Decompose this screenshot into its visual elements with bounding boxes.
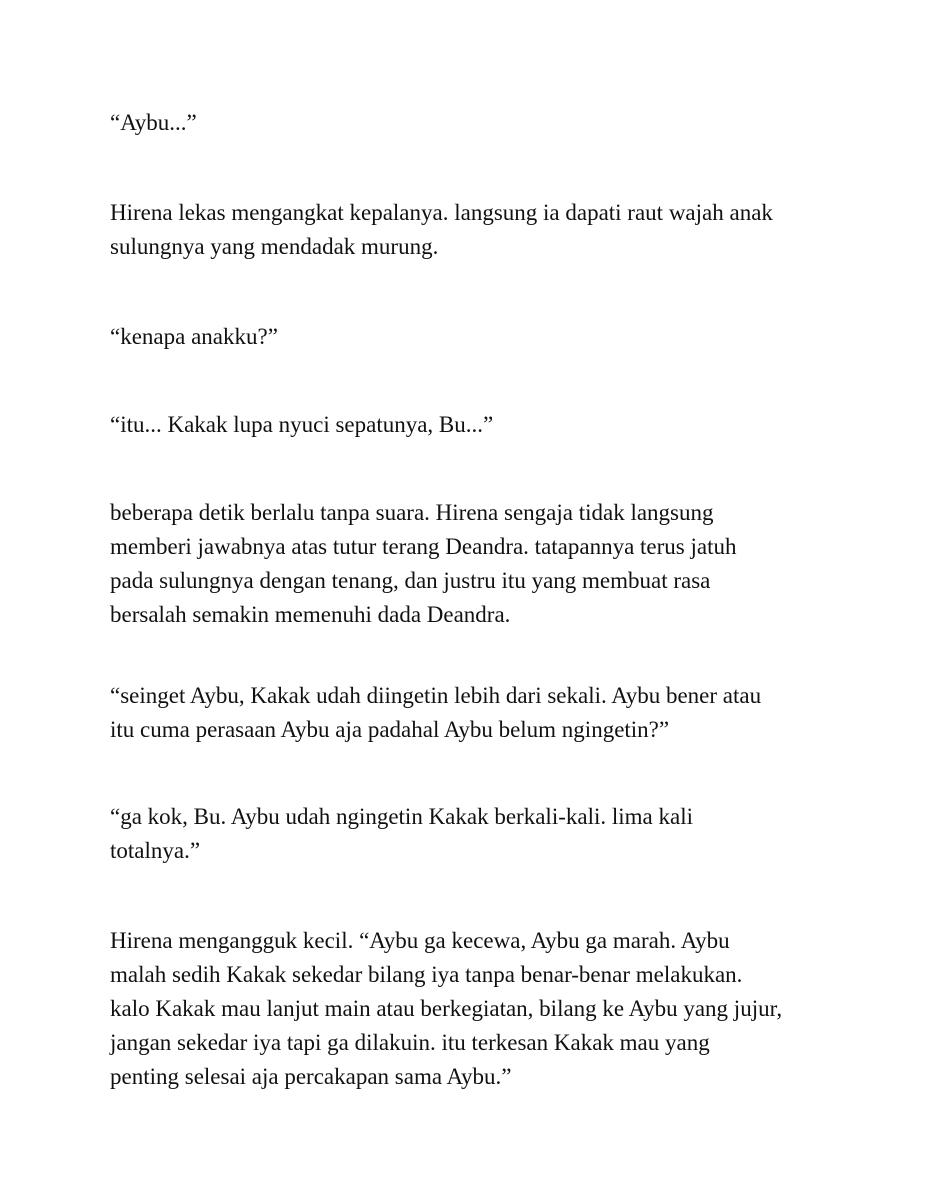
paragraph-2 xyxy=(110,196,830,264)
text-line: sulungnya yang mendadak murung. xyxy=(110,234,439,259)
paragraph-1 xyxy=(110,106,830,140)
paragraph-5 xyxy=(110,496,830,632)
text-line: kalo Kakak mau lanjut main atau berkegiatan, bilang ke Aybu yang jujur, xyxy=(110,996,783,1021)
paragraph-7 xyxy=(110,800,830,868)
text-line: penting selesai aja percakapan sama Aybu.” xyxy=(110,1064,512,1089)
text-line: Hirena lekas mengangkat kepalanya. langsung ia dapati raut wajah anak xyxy=(110,200,773,225)
text-line: jangan sekedar iya tapi ga dilakuin. itu terkesan Kakak mau yang xyxy=(110,1030,710,1055)
text-line: bersalah semakin memenuhi dada Deandra. xyxy=(110,602,511,627)
text-line: beberapa detik berlalu tanpa suara. Hirena sengaja tidak langsung xyxy=(110,500,714,525)
text-line: “Aybu...” xyxy=(110,110,197,135)
paragraph-6 xyxy=(110,679,830,747)
text-line: pada sulungnya dengan tenang, dan justru itu yang membuat rasa xyxy=(110,568,711,593)
text-line: malah sedih Kakak sekedar bilang iya tanpa benar-benar melakukan. xyxy=(110,962,743,987)
text-line: Hirena mengangguk kecil. “Aybu ga kecewa, Aybu ga marah. Aybu xyxy=(110,928,730,953)
paragraph-3 xyxy=(110,320,830,354)
paragraph-4 xyxy=(110,408,830,442)
text-line: “itu... Kakak lupa nyuci sepatunya, Bu...” xyxy=(110,412,494,437)
text-line: “seinget Aybu, Kakak udah diingetin lebih dari sekali. Aybu bener atau xyxy=(110,683,762,708)
text-line: “kenapa anakku?” xyxy=(110,324,278,349)
text-line: memberi jawabnya atas tutur terang Deandra. tatapannya terus jatuh xyxy=(110,534,737,559)
text-line: itu cuma perasaan Aybu aja padahal Aybu belum ngingetin?” xyxy=(110,717,670,742)
paragraph-8 xyxy=(110,924,830,1094)
text-line: “ga kok, Bu. Aybu udah ngingetin Kakak berkali-kali. lima kali xyxy=(110,804,693,829)
text-line: totalnya.” xyxy=(110,838,201,863)
